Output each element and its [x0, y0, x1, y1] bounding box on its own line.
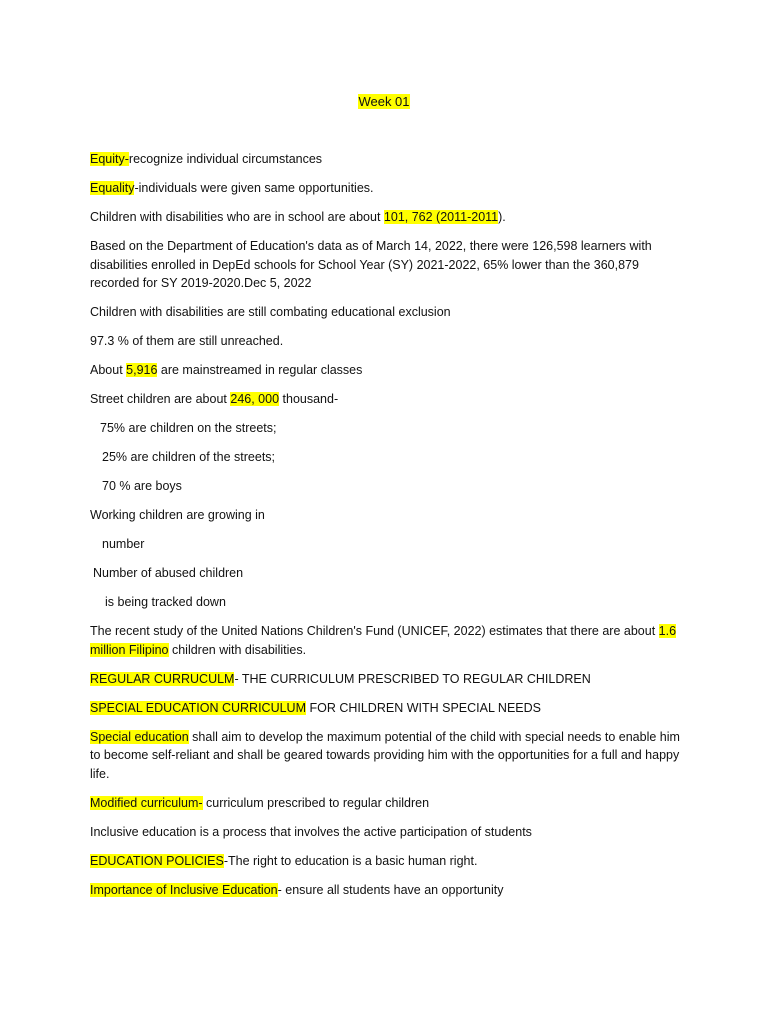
street-post: thousand- [279, 392, 339, 406]
unicef-paragraph [90, 622, 680, 659]
inclusive-education-line: Inclusive education is a process that involves the active participation of students [90, 824, 532, 839]
children-school-text: Children with disabilities who are in school are about [90, 210, 384, 224]
page-title [0, 93, 768, 111]
mainstream-post: are mainstreamed in regular classes [157, 363, 363, 377]
modified-curriculum-line [90, 794, 680, 813]
children-school-line [90, 208, 680, 227]
children-school-value: 101, 762 (2011-2011 [383, 210, 499, 224]
policies-term: EDUCATION POLICIES [90, 853, 224, 868]
special-education-paragraph [90, 728, 680, 784]
equality-text: -individuals were given same opportunities. [134, 181, 374, 195]
street-value: 246, 000 [230, 392, 280, 406]
equity-text: recognize individual circumstances [128, 152, 323, 166]
unreached-line: 97.3 % of them are still unreached. [90, 334, 284, 348]
abused-line-1: Number of abused children [93, 566, 244, 580]
document-body [90, 150, 680, 910]
page-title-highlight: Week 01 [358, 94, 410, 109]
street-pre: Street children are about [90, 392, 231, 406]
importance-line [90, 881, 680, 900]
regular-text: - THE CURRICULUM PRESCRIBED TO REGULAR CHILDREN [234, 671, 591, 686]
children-school-end: ). [498, 210, 506, 224]
special-term: Special education [90, 729, 189, 744]
of-streets-line: 25% are children of the streets; [102, 450, 276, 464]
importance-term: Importance of Inclusive Education [90, 882, 278, 897]
mainstream-line [90, 361, 680, 380]
boys-line: 70 % are boys [102, 479, 182, 493]
sped-term: SPECIAL EDUCATION CURRICULUM [90, 700, 306, 715]
unicef-post: children with disabilities. [168, 642, 307, 657]
working-line-1: Working children are growing in [90, 508, 265, 522]
equality-line [90, 179, 680, 198]
modified-term: Modified curriculum- [90, 795, 203, 810]
special-text: shall aim to develop the maximum potential of the child with special needs to enable him to become self-reliant and shall be geared towards providing him with the opportunities for a full and happy life. [90, 729, 680, 781]
mainstream-pre: About [90, 363, 127, 377]
equality-term: Equality [90, 181, 135, 195]
deped-data-paragraph: Based on the Department of Education's data as of March 14, 2022, there were 126,598 learners with disabilities enrolled in DepEd schools for School Year (SY) 2021-2022, 65% lower than the 360,879 recorded for SY 2019-2020.Dec 5, 2022 [90, 239, 652, 290]
mainstream-value: 5,916 [126, 363, 158, 377]
regular-curriculum-line [90, 670, 680, 689]
regular-term: REGULAR CURRUCULM [90, 671, 235, 686]
abused-line-2: is being tracked down [105, 595, 226, 609]
working-line-2: number [102, 537, 145, 551]
sped-curriculum-line [90, 699, 680, 718]
education-policies-line [90, 852, 680, 871]
sped-text: FOR CHILDREN WITH SPECIAL NEEDS [306, 700, 541, 715]
modified-text: curriculum prescribed to regular children [202, 795, 430, 810]
equity-term: Equity- [90, 152, 129, 166]
street-children-line [90, 390, 680, 409]
unicef-value: 1.6 million Filipino [90, 624, 677, 657]
unicef-pre: The recent study of the United Nations Children's Fund (UNICEF, 2022) estimates that there are about [90, 624, 659, 638]
equity-line [90, 150, 680, 169]
policies-text: -The right to education is a basic human right. [223, 853, 478, 868]
on-streets-line: 75% are children on the streets; [100, 421, 277, 435]
combating-line: Children with disabilities are still combating educational exclusion [90, 305, 451, 319]
importance-text: - ensure all students have an opportunity [277, 882, 504, 897]
